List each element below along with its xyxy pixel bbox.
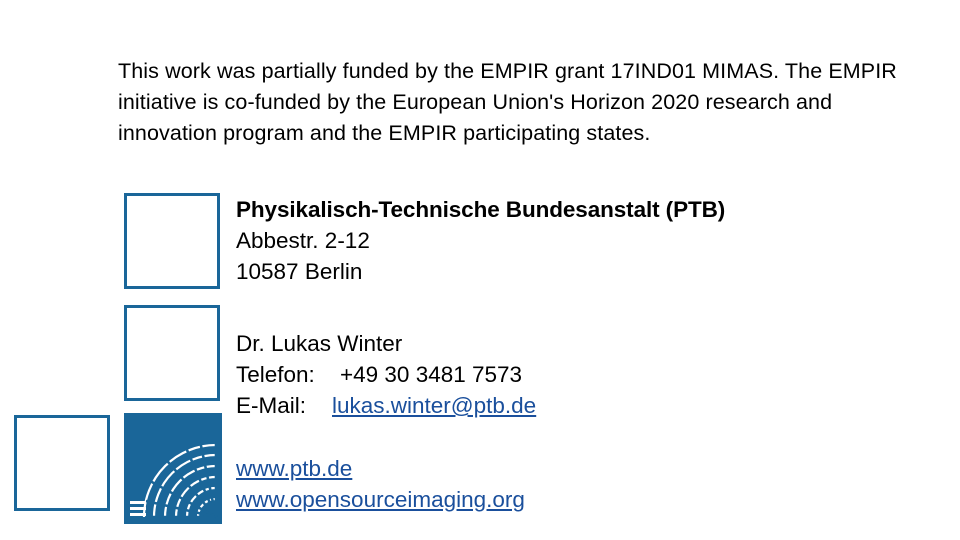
phone-value: +49 30 3481 7573 — [340, 362, 523, 387]
decorative-square-lower-left — [14, 415, 110, 511]
website-link-ptb[interactable]: www.ptb.de — [236, 456, 353, 481]
organization-name: Physikalisch-Technische Bundesanstalt (PTB) — [236, 197, 726, 222]
email-label: E-Mail: — [236, 393, 307, 418]
funding-acknowledgement-text: This work was partially funded by the EMPIR grant 17IND01 MIMAS. The EMPIR initiative is co-funded by the European Union's Horizon 2020 research and innovation program and the EMPIR participating states. — [118, 58, 897, 145]
web-links-block — [236, 453, 525, 515]
address-street: Abbestr. 2-12 — [236, 228, 370, 253]
email-link[interactable]: lukas.winter@ptb.de — [332, 393, 537, 418]
website-link-opensourceimaging[interactable]: www.opensourceimaging.org — [236, 487, 525, 512]
ptb-logo-icon — [124, 413, 222, 524]
address-city: 10587 Berlin — [236, 259, 363, 284]
contact-name: Dr. Lukas Winter — [236, 331, 403, 356]
contact-block — [236, 328, 536, 421]
decorative-square-top — [124, 193, 220, 289]
decorative-square-middle — [124, 305, 220, 401]
phone-label: Telefon: — [236, 362, 315, 387]
ptb-logo — [124, 413, 222, 524]
contact-email-row — [236, 390, 536, 421]
contact-phone-row — [236, 359, 536, 390]
address-block — [236, 194, 725, 287]
